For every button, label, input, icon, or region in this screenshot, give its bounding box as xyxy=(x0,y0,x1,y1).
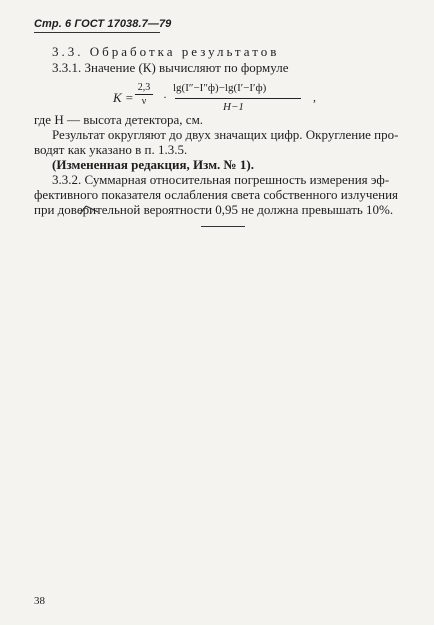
end-rule xyxy=(201,226,245,227)
pen-mark-icon xyxy=(78,204,100,216)
formula-coefficient xyxy=(135,82,153,107)
page-header: Стр. 6 ГОСТ 17038.7—79 xyxy=(34,18,172,30)
coefficient-bar xyxy=(135,94,153,95)
formula-comma: , xyxy=(313,90,316,104)
item-3-3-1: 3.3.1. Значение (К) вычисляют по формуле xyxy=(52,60,289,75)
rounding-line-2: водят как указано в п. 1.3.5. xyxy=(34,142,188,157)
item-3-3-2-line-3: при доверительной вероятности 0,95 не должна превышать 10%. xyxy=(34,202,394,217)
page-number: 38 xyxy=(34,595,45,607)
header-underline xyxy=(34,32,160,33)
coefficient-numerator: 2,3 xyxy=(137,82,151,93)
coefficient-denominator: ν xyxy=(141,96,147,107)
formula-lhs: K = xyxy=(113,90,134,105)
item-3-3-2-line-1: 3.3.2. Суммарная относительная погрешность измерения эф- xyxy=(52,172,390,187)
section-heading: 3.3. Обработка результатов xyxy=(52,44,280,59)
formula-denominator: H−1 xyxy=(223,101,244,113)
rounding-line-1: Результат округляют до двух значащих цифр. Округление про- xyxy=(52,127,399,142)
item-3-3-2-line-2: фективного показателя ослабления света собственного излучения xyxy=(34,187,399,202)
formula-dot: · xyxy=(163,90,167,104)
formula-numerator: lg(I″−I″ф)−lg(I′−I′ф) xyxy=(173,82,267,94)
where-clause: где Н — высота детектора, см. xyxy=(34,112,204,127)
amendment-note: (Измененная редакция, Изм. № 1). xyxy=(52,157,254,172)
formula-fraction-bar xyxy=(175,98,301,99)
